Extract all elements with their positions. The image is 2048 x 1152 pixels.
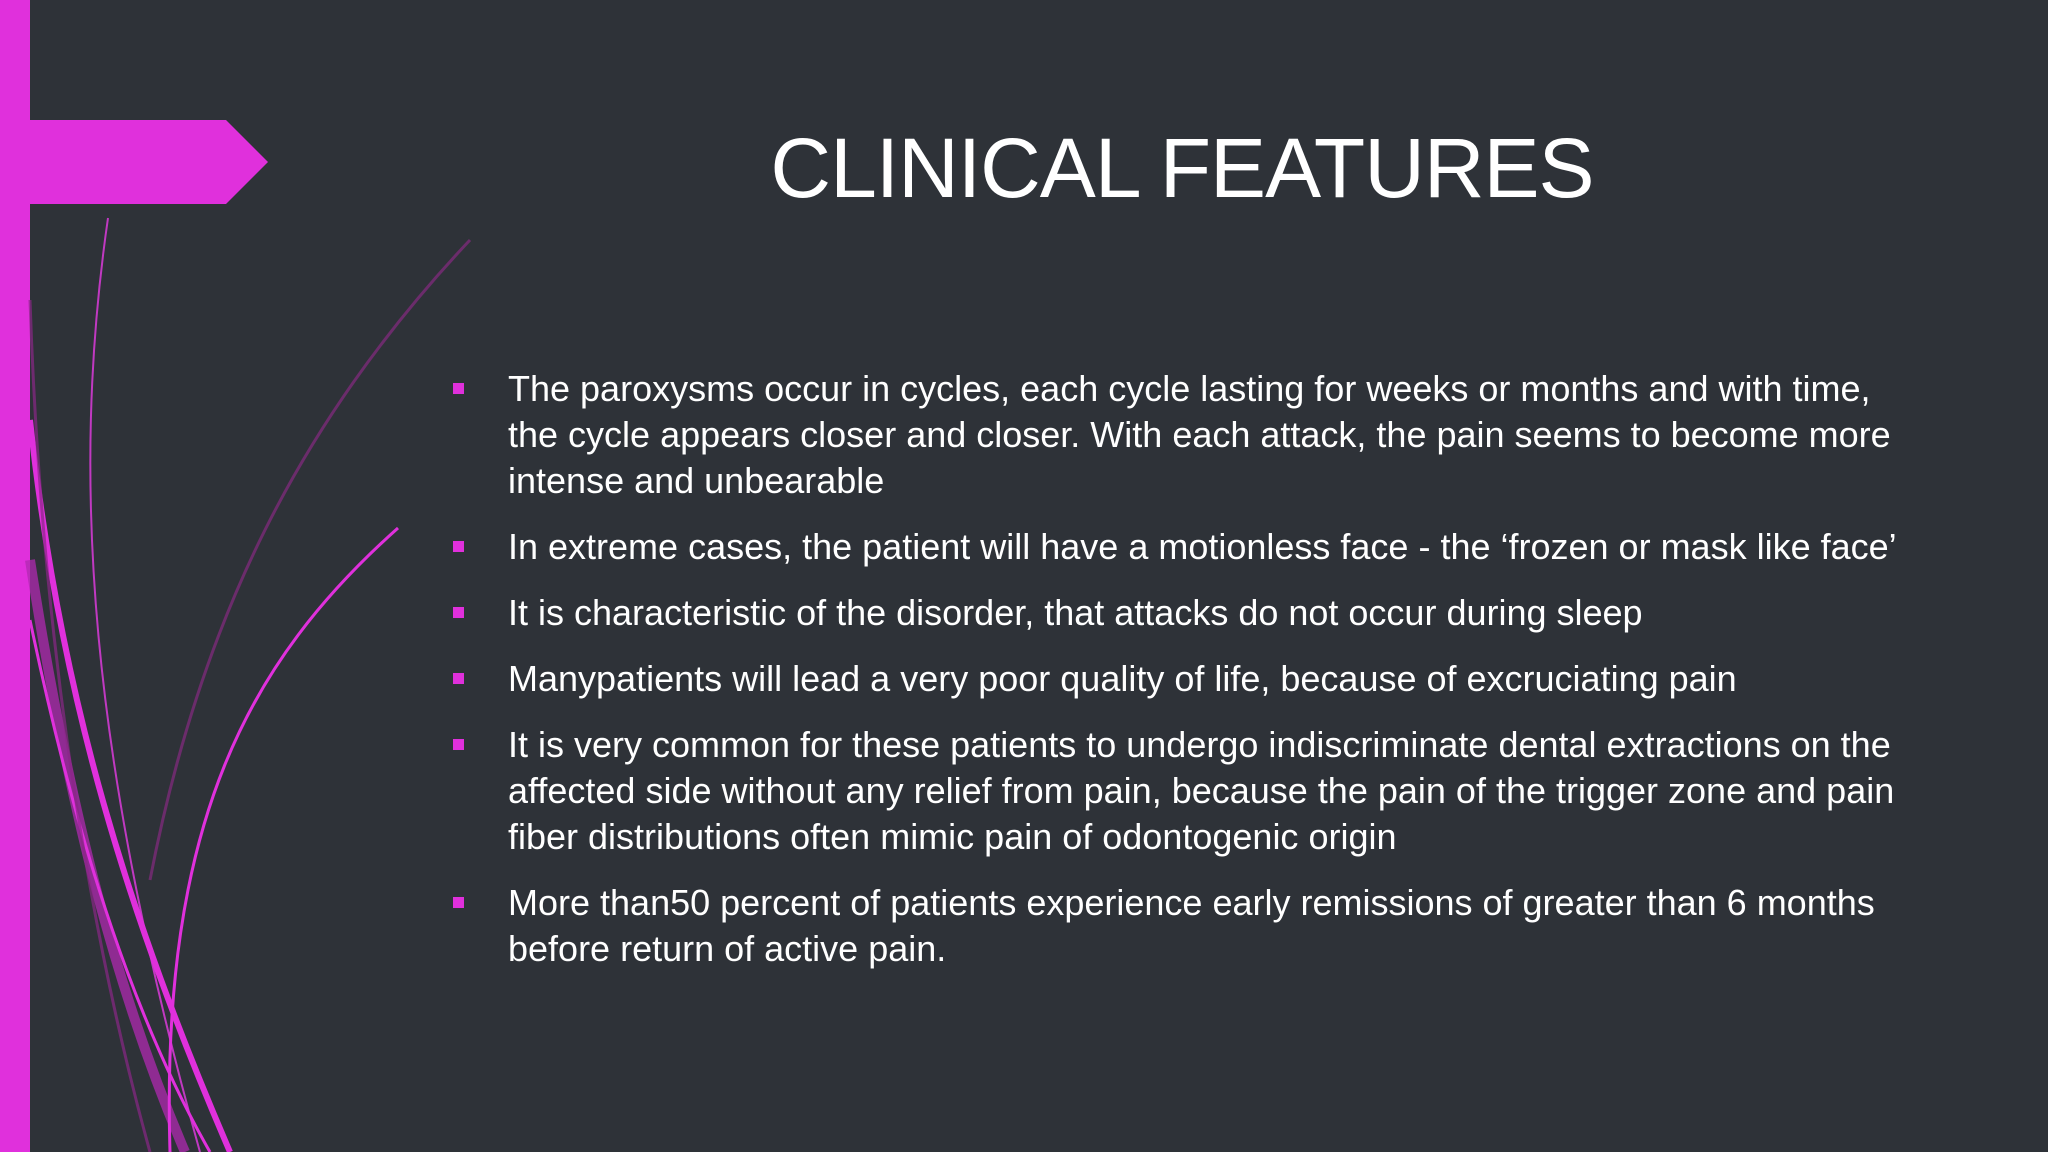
accent-vertical-bar — [0, 0, 30, 1152]
decorative-curve — [30, 560, 185, 1152]
decorative-curve — [30, 420, 230, 1152]
bullet-item — [448, 880, 1908, 972]
decorative-curve — [169, 528, 398, 1152]
decorative-curve — [150, 240, 470, 880]
bullet-item — [448, 722, 1908, 860]
square-bullet-icon — [453, 739, 464, 750]
bullet-item — [448, 524, 1908, 570]
bullet-text: It is very common for these patients to undergo indiscriminate dental extractions on the affected side without any relief from pain, because the pain of the trigger zone and pain fiber distributions often mimic pain of odontogenic origin — [508, 724, 1895, 857]
square-bullet-icon — [453, 607, 464, 618]
square-bullet-icon — [453, 541, 464, 552]
bullet-text: The paroxysms occur in cycles, each cycle lasting for weeks or months and with time, the cycle appears closer and closer. With each attack, the pain seems to become more intense and unbearable — [508, 368, 1891, 501]
bullet-text: Manypatients will lead a very poor quality of life, because of excruciating pain — [508, 658, 1737, 699]
square-bullet-icon — [453, 383, 464, 394]
bullet-item — [448, 366, 1908, 504]
accent-arrow-tab — [30, 120, 268, 204]
bullet-item — [448, 590, 1908, 636]
square-bullet-icon — [453, 897, 464, 908]
bullet-text: It is characteristic of the disorder, that attacks do not occur during sleep — [508, 592, 1643, 633]
bullet-text: More than50 percent of patients experience early remissions of greater than 6 months before return of active pain. — [508, 882, 1875, 969]
bullet-text: In extreme cases, the patient will have a motionless face - the ‘frozen or mask like face’ — [508, 526, 1897, 567]
decorative-curve — [90, 218, 200, 1152]
square-bullet-icon — [453, 673, 464, 684]
bullet-item — [448, 656, 1908, 702]
bullet-list — [448, 366, 1908, 992]
slide-title: CLINICAL FEATURES — [770, 121, 1594, 215]
